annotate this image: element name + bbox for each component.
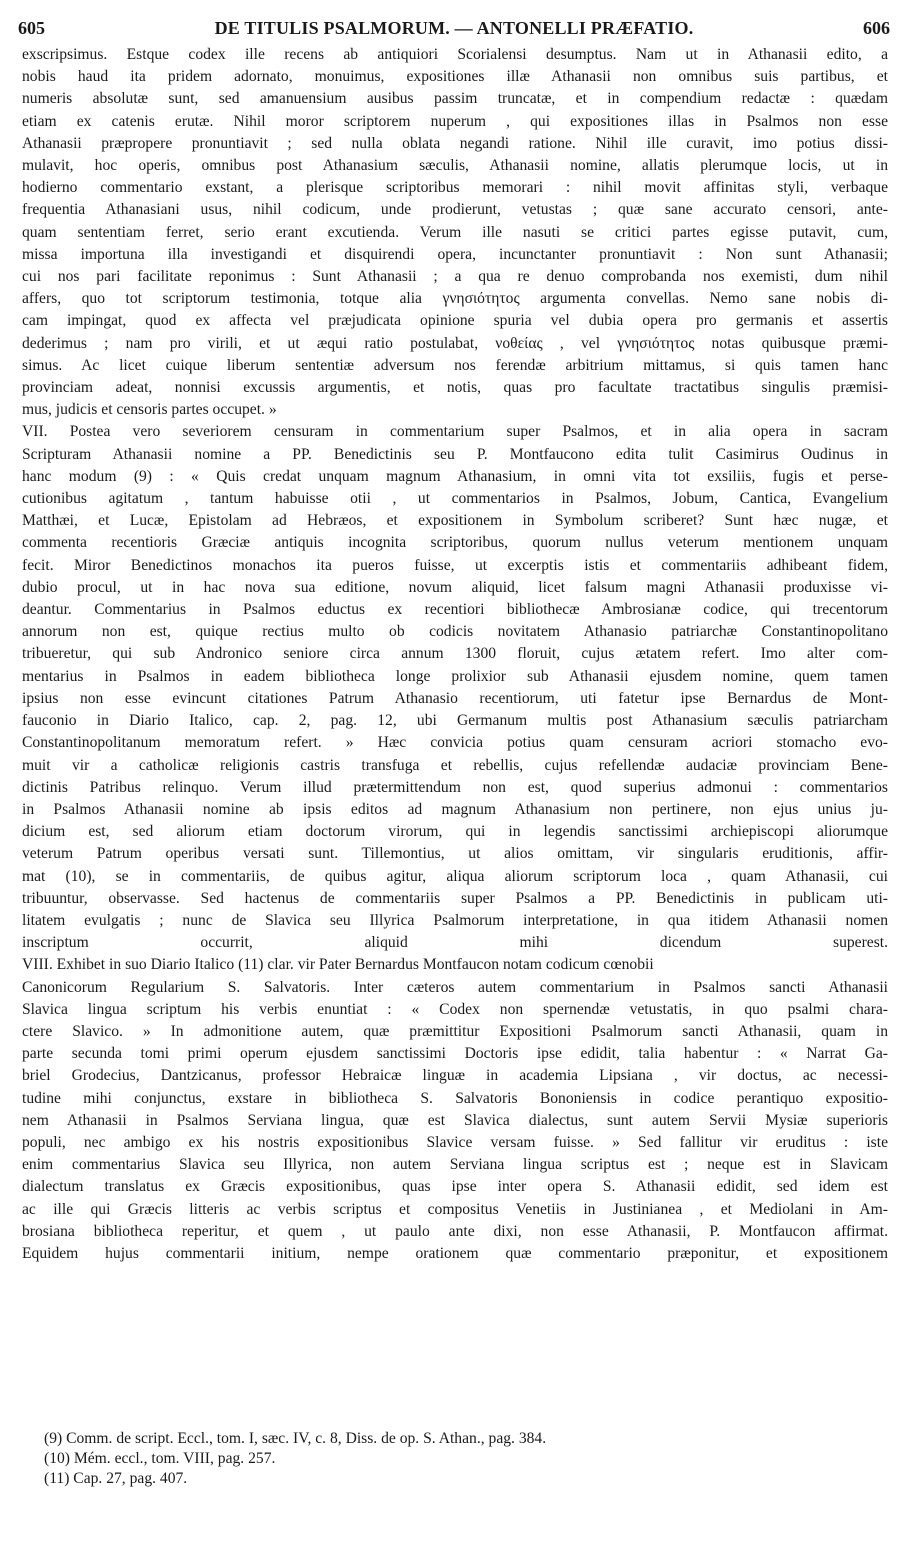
- text-line: ctere Slavico. » In admonitione autem, quæ præmittitur Expositioni Psalmorum sancti Athanasii, quam in: [22, 1022, 888, 1040]
- text-line: tribuuntur, observasse. Sed hactenus de commentariis super Psalmos a PP. Benedictinis in publicam uti-: [22, 889, 888, 907]
- text-line: affers, quo tot scriptorum testimonia, totque alia γνησιότητος argumenta convellas. Nemo sane nobis di-: [22, 290, 888, 308]
- text-line: mus, judicis et censoris partes occupet. »: [22, 401, 277, 419]
- text-line: VII. Postea vero severiorem censuram in commentarium super Psalmos, et in alia opera in sacram: [22, 423, 888, 441]
- text-line: annorum non est, quique rectius multo ob codicis novitatem Athanasio patriarchæ Constantinopolitano: [22, 623, 888, 641]
- text-line: litatem evulgatis ; nunc de Slavica seu Illyrica Psalmorum interpretatione, in qua itidem Athanasii nomen: [22, 911, 888, 929]
- text-line: fecit. Miror Benedictinos monachos ita pueros fuisse, ut excerptis istis et commentariis adhibeant fidem,: [22, 556, 888, 574]
- text-line: simus. Ac licet cuique liberum sententiæ adversum nos ferendæ arbitrium mittamus, si quis tamen hanc: [22, 356, 888, 374]
- text-line: veterum Patrum operibus versati sunt. Tillemontius, ut alios omittam, vir singularis eruditionis, affir-: [22, 845, 888, 863]
- text-line: quam sententiam ferret, serio erant excutienda. Verum ille nasuti se critici partes egisse putavit, cum,: [22, 223, 888, 241]
- text-line: Slavica lingua scriptum his verbis enuntiat : « Codex non spernendæ vetustatis, in quo psalmi chara-: [22, 1000, 888, 1018]
- text-line: mulavit, hoc operis, omnibus post Athanasium sæculis, Athanasii nomine, allatis plerumque locis, ut in: [22, 157, 888, 175]
- running-title: DE TITULIS PSALMORUM. — ANTONELLI PRÆFATIO.: [214, 18, 694, 38]
- text-line: cam impingat, quod ex affecta vel præjudicata opinione spuria vel dubia opera pro germanis et assertis: [22, 312, 888, 330]
- footnotes: [44, 1429, 864, 1489]
- text-line: provinciam adeat, nonnisi excussis argumentis, et notis, quas pro facultate tractatibus singulis præmisi-: [22, 379, 888, 397]
- text-line: mentarius in Psalmos in eadem bibliotheca longe prolixior sub Athanasii ejusdem nomine, quem tamen: [22, 667, 888, 685]
- text-line: tudine mihi conjunctus, exstare in bibliotheca S. Salvatoris Bononiensis in codice perantiquo expositio-: [22, 1089, 888, 1107]
- footnote: (9) Comm. de script. Eccl., tom. I, sæc. IV, c. 8, Diss. de op. S. Athan., pag. 384.: [44, 1430, 547, 1447]
- text-line: frequentia Athanasiani usus, nihil codicum, unde prodierunt, vetustas ; quæ sane accurato censori, ante-: [22, 201, 888, 219]
- text-line: Matthæi, et Lucæ, Epistolam ad Hebræos, et expositionem in Symbolum scriberet? Sunt hæc nugæ, et: [22, 512, 888, 530]
- text-line: in Psalmos Athanasii nomine ab ipsis editos ad magnum Athanasium non pertinere, non ejus unius ju-: [22, 800, 888, 818]
- text-line: missa importuna illa investigandi et disquirendi opera, incunctanter pronuntiavit : Non sunt Athanasii;: [22, 245, 888, 263]
- text-line: Equidem hujus commentarii initium, nempe orationem quæ commentario præponitur, et expositionem: [22, 1244, 888, 1262]
- text-line: hanc modum (9) : « Quis credat unquam magnum Athanasium, in omni vita tot exsiliis, fugis et perse-: [22, 467, 888, 485]
- text-line: inscriptum occurrit, aliquid mihi dicendum superest.: [22, 934, 888, 952]
- text-line: Scripturam Athanasii nomine a PP. Benedictinis seu P. Montfaucono edita tulit Casimirus Oudinus in: [22, 445, 888, 463]
- text-line: numeris absolutæ sunt, sed amanuensium ausibus passim truncatæ, et in compendium redactæ : quædam: [22, 90, 888, 108]
- text-line: parte secunda tomi primi operum ejusdem sanctissimi Doctoris ipse edidit, talia habentur : « Narrat Ga-: [22, 1045, 888, 1063]
- text-line: brosiana bibliotheca reperitur, et quem , ut paulo ante dixi, non esse Athanasii, P. Montfaucon affirmat.: [22, 1222, 888, 1240]
- text-line: cui nos pari facilitate reponimus : Sunt Athanasii ; a qua re denuo comprobanda nos exemisti, dum nihil: [22, 268, 888, 286]
- text-line: cutionibus agitatum , tantum habuisse otii , ut commentarios in Psalmos, Jobum, Cantica, Evangelium: [22, 490, 888, 508]
- text-line: nem Athanasii in Psalmos Serviana lingua, quæ est Slavica dialectus, sunt autem Servii Mysiæ superioris: [22, 1111, 888, 1129]
- page-number-left: 605: [18, 18, 45, 38]
- text-line: nobis haud ita pridem adornato, monuimus, expositiones illæ Athanasii non omnibus suis partibus, et: [22, 68, 888, 86]
- text-line: muit vir a catholicæ religionis castris transfuga et rebellis, cujus refellendæ audaciæ provinciam Bene-: [22, 756, 888, 774]
- text-line: enim commentarius Slavica seu Illyrica, non autem Serviana lingua scriptus est ; neque est in Slavicam: [22, 1156, 888, 1174]
- text-line: exscripsimus. Estque codex ille recens ab antiquiori Scorialensi desumptus. Nam ut in Athanasii edito, a: [22, 46, 888, 63]
- text-line: dederimus ; nam pro virili, et ut æqui ratio postulabat, νοθείας , vel γνησιότητος notas quibusque præmi-: [22, 334, 888, 352]
- text-line: etiam ex catenis erutæ. Nihil moror scriptorem nuperum , qui expositiones illas in Psalmos non esse: [22, 112, 888, 130]
- text-line: fauconio in Diario Italico, cap. 2, pag. 12, ubi Germanum multis post Athanasium sæculis patriarcham: [22, 712, 888, 730]
- page-number-right: 606: [863, 18, 890, 38]
- text-line: ac ille qui Græcis litteris ac verbis scriptus et compositus Venetiis in Justinianea , et Mediolani in Am-: [22, 1200, 888, 1218]
- text-line: dictinis Patribus relinquo. Verum illud prætermittendum non est, quod superius admonui : commentarios: [22, 778, 888, 796]
- text-line: hodierno commentario exstant, a plerisque scriptoribus memorari : nihil movit affinitas styli, verbaque: [22, 179, 888, 197]
- text-line: briel Grodecius, Dantzicanus, professor Hebraicæ linguæ in academia Lipsiana , vir doctus, ac necessi-: [22, 1067, 888, 1085]
- text-line: commenta recentioris Græciæ antiquis incognita scriptoribus, quorum nullus veterum mentionem unquam: [22, 534, 888, 552]
- footnote: (11) Cap. 27, pag. 407.: [44, 1470, 188, 1487]
- text-line: VIII. Exhibet in suo Diario Italico (11) clar. vir Pater Bernardus Montfaucon notam codicum cœnobii: [22, 956, 654, 974]
- text-line: dialectum translatus ex Græcis expositionibus, quas ipse inter opera S. Athanasii edidit, sed idem est: [22, 1178, 888, 1196]
- running-header: [18, 16, 890, 42]
- text-line: ipsius non esse evincunt citationes Patrum Athanasio recentiorum, uti fatetur ipse Bernardus de Mont-: [22, 689, 888, 707]
- text-line: Canonicorum Regularium S. Salvatoris. Inter cæteros autem commentarium in Psalmos sancti Athanasii: [22, 978, 888, 996]
- text-line: dicium est, sed aliorum etiam doctorum virorum, qui in legendis sanctissimi archiepiscopi aliorumque: [22, 823, 888, 841]
- text-line: tribueretur, qui sub Andronico seniore circa annum 1300 floruit, cujus ætatem refert. Imo alter com-: [22, 645, 888, 663]
- text-line: dubio procul, ut in hac nova sua editione, novum aliquid, licet falsum magni Athanasii produxisse vi-: [22, 578, 888, 596]
- footnote: (10) Mém. eccl., tom. VIII, pag. 257.: [44, 1450, 276, 1467]
- text-line: mat (10), se in commentariis, de quibus agitur, aliqua aliorum scriptorum loca , quam Athanasii, cui: [22, 867, 888, 885]
- text-line: Constantinopolitanum memoratum refert. » Hæc convicia potius quam censuram acriori stomacho evo-: [22, 734, 888, 752]
- main-text: [22, 44, 888, 1265]
- text-line: Athanasii præpropere pronuntiavit ; sed nulla oblata negandi ratione. Nihil ille curavit, imo potius dissi-: [22, 134, 888, 152]
- text-line: deantur. Commentarius in Psalmos eductus ex recentiori bibliothecæ Ambrosianæ codice, qui trecentorum: [22, 601, 888, 619]
- text-line: populi, nec ambigo ex his nostris expositionibus Slavice versam fuisse. » Sed fallitur vir eruditus : iste: [22, 1133, 888, 1151]
